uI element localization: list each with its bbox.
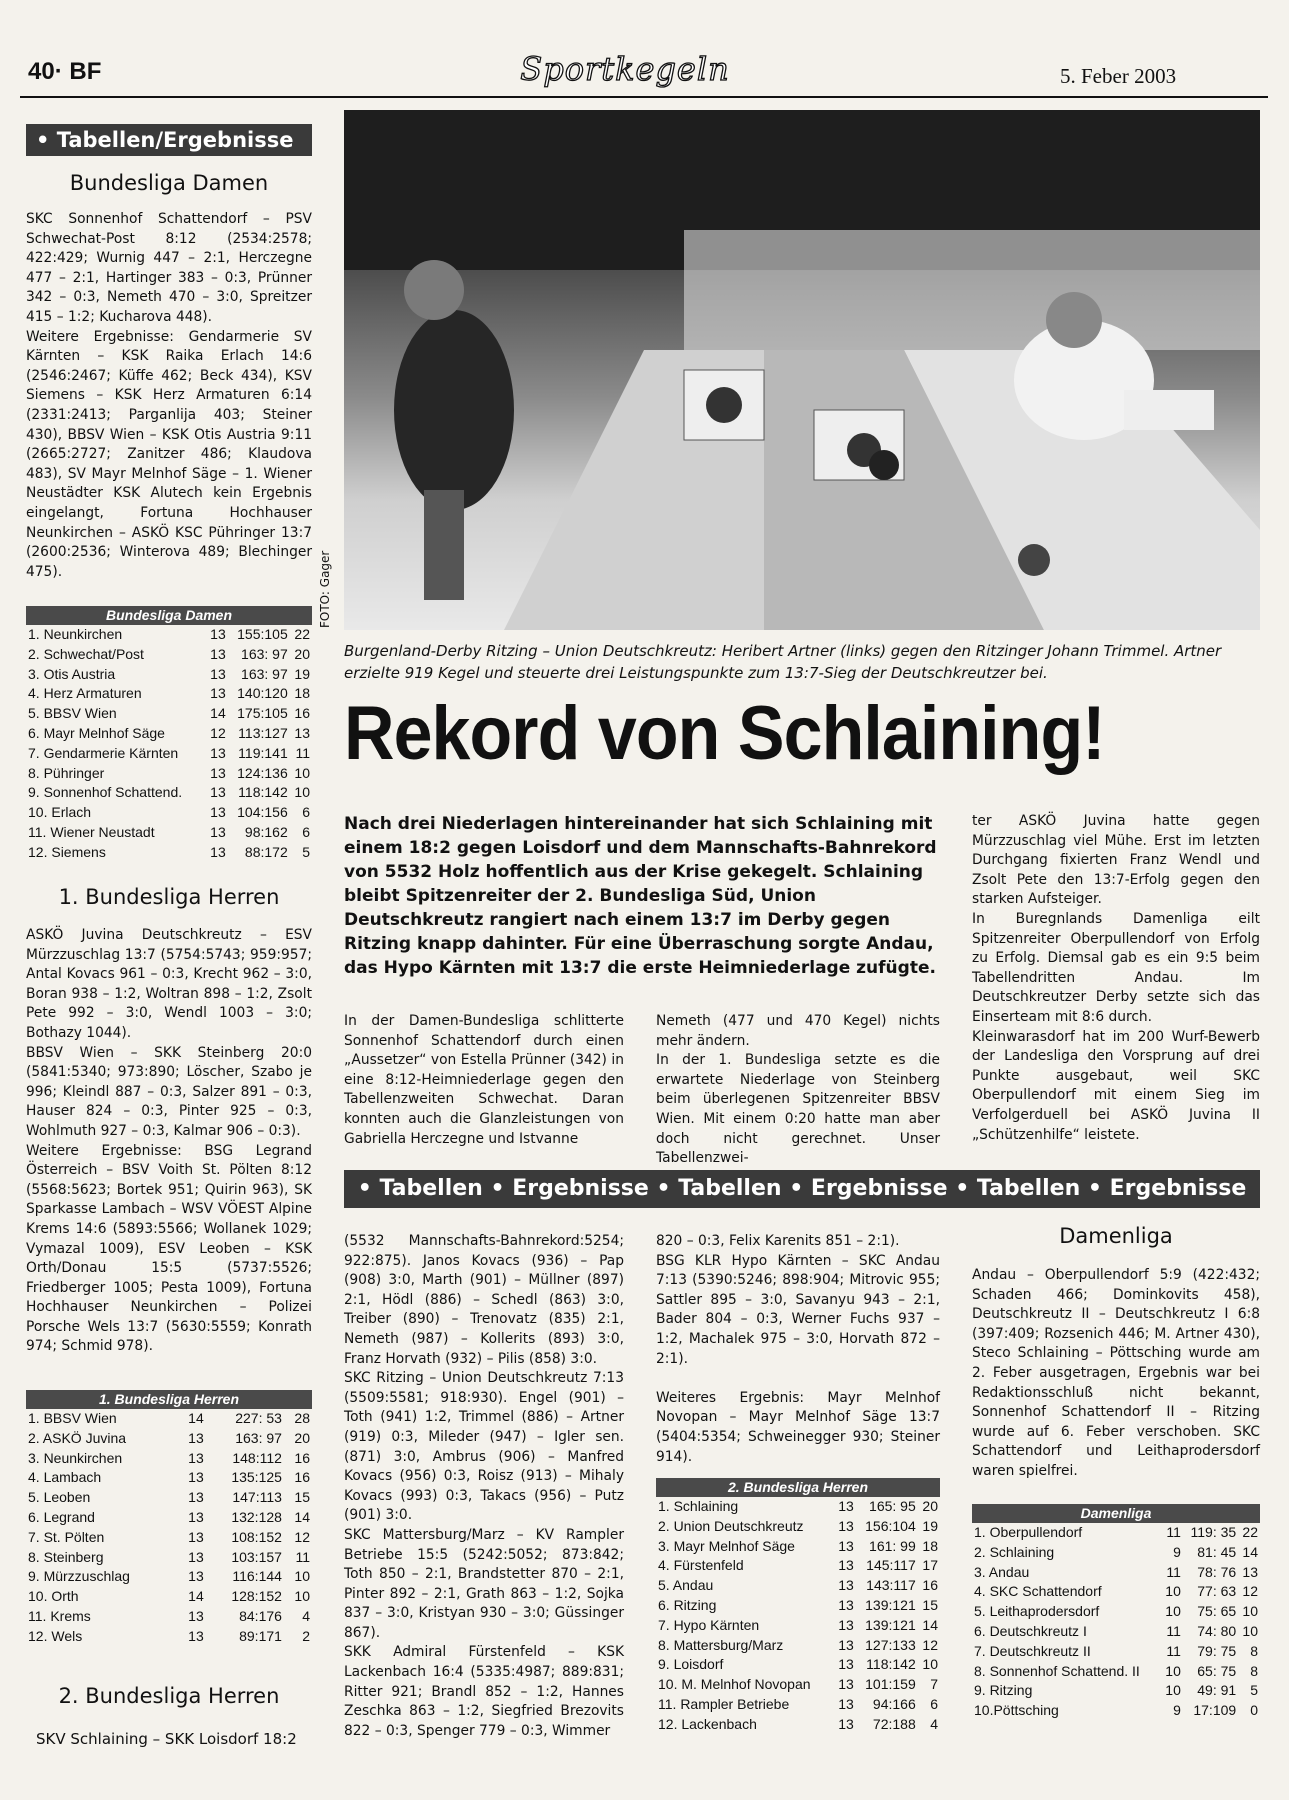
table-row [656, 1655, 940, 1675]
score-cell: 119:141 [238, 744, 288, 761]
games-cell: 11 [1166, 1622, 1181, 1639]
bottom-col2-results: 820 – 0:3, Felix Karenits 851 – 2:1). BSG KLR Hypo Kärnten – SKC Andau 7:13 (5390:5246; 898:904; Mitrovic 955; Sattler 895 – 3:0, Savanyu 943 – 2:1, Bader 804 – 0:3, Werner Fuchs 937 – 1:2, Machalek 975 – 3:0, Horvath 872 – 2:1). Weiteres Ergebnis: Mayr Melnhof Novopan – Mayr Melnhof Säge 13:7 (5404:5354; Schweinegger 930; Steiner 914). [656, 1233, 940, 1465]
games-cell: 12 [210, 724, 226, 741]
table-row [972, 1681, 1260, 1701]
points-cell: 10 [294, 1568, 310, 1585]
table-damenliga-title: Damenliga [972, 1504, 1260, 1523]
team-cell: 9. Mürzzuschlag [28, 1568, 130, 1585]
games-cell: 13 [210, 843, 226, 860]
team-cell: 7. Hypo Kärnten [658, 1616, 760, 1633]
table-damenliga [972, 1504, 1260, 1721]
games-cell: 9 [1173, 1702, 1181, 1719]
score-cell: 65: 75 [1197, 1662, 1237, 1679]
games-cell: 13 [838, 1517, 854, 1534]
score-cell: 147:113 [232, 1489, 282, 1506]
standings-table [656, 1497, 940, 1735]
team-cell: 5. BBSV Wien [28, 705, 117, 722]
table-row [26, 1528, 312, 1548]
points-cell: 22 [1242, 1524, 1258, 1540]
table-row [26, 1409, 312, 1429]
standings-table [972, 1523, 1260, 1721]
section-title: Sportkegeln [520, 50, 730, 88]
games-cell: 13 [838, 1715, 854, 1732]
points-cell: 16 [922, 1577, 938, 1594]
table-row [972, 1582, 1260, 1602]
points-cell: 10 [1242, 1603, 1258, 1620]
score-cell: 161: 99 [869, 1537, 916, 1554]
score-cell: 118:142 [238, 784, 288, 801]
points-cell: 14 [294, 1508, 310, 1525]
table-row [26, 625, 312, 645]
article-col1: In der Damen-Bundesliga schlitterte Sonnenhof Schattendorf durch einen „Aussetzer“ von Estella Prünner (342) in eine 8:12-Heimniederlage gegen den Tabellenzweiten Schwechat. Daran konnten auch die Glanzleistungen von Gabriella Herczegne und Istvanne [344, 1013, 624, 1147]
bottom-col1-results: (5532 Mannschafts-Bahnrekord:5254; 922:875). Janos Kovacs (936) – Pap (908) 3:0, Marth (901) – Müllner (897) 2:1, Hödl (886) – Schedl (863) 3:0, Treiber (890) – Trenovatz (835) 2:1, Nemeth (987) – Kollerits (893) 3:0, Franz Horvath (932) – Pilis (858) 3:0. SKC Ritzing – Union Deutschkreutz 7:13 (5509:5581; 918:930). Engel (901) – Toth (941) 1:2, Trimmel (886) – Artner (919) 0:3, Mileder (947) – Igler sen. (871) 3:0, Ambrus (906) – Manfred Kovacs (956) 0:3, Roisz (913) – Mihaly Kovacs (993) 0:3, Takacs (956) – Putz (901) 3:0. SKC Mattersburg/Marz – KV Rampler Betriebe 15:5 (5242:5052; 873:842; Toth 850 – 2:1, Brandstetter 870 – 2:1, Pinter 892 – 2:1, Grath 863 – 1:2, Sojka 837 – 3:0, Kristyan 930 – 3:0; Güssinger 867). SKK Admiral Fürstenfeld – KSK Lackenbach 16:4 (5335:4987; 889:831; Ritter 921; Brandl 852 – 1:2, Hannes Zeschka 863 – 1:2, Siegfried Brezovits 822 – 0:3, Spenger 779 – 0:3, Wimmer [344, 1233, 624, 1739]
score-cell: 81: 45 [1197, 1543, 1237, 1560]
table-row [26, 645, 312, 665]
score-cell: 143:117 [866, 1577, 916, 1594]
games-cell: 10 [1165, 1662, 1181, 1679]
table-row [656, 1497, 940, 1517]
points-cell: 11 [295, 1548, 310, 1565]
team-cell: 2. Union Deutschkreutz [658, 1517, 804, 1534]
score-cell: 72:188 [872, 1715, 916, 1732]
table-row [656, 1517, 940, 1537]
team-cell: 1. Oberpullendorf [974, 1524, 1083, 1540]
photo-credit-text: FOTO: Gager [318, 550, 332, 628]
games-cell: 13 [210, 665, 226, 682]
points-cell: 18 [294, 685, 310, 702]
score-cell: 128:152 [231, 1588, 282, 1605]
table-row [26, 1468, 312, 1488]
score-cell: 163: 97 [241, 645, 288, 662]
games-cell: 11 [1166, 1524, 1181, 1540]
team-cell: 8. Pühringer [28, 764, 105, 781]
table-row [972, 1622, 1260, 1642]
score-cell: 104:156 [237, 804, 288, 821]
score-cell: 101:159 [865, 1676, 916, 1693]
score-cell: 84:176 [239, 1607, 282, 1624]
points-cell: 13 [294, 724, 310, 741]
points-cell: 5 [1250, 1682, 1258, 1699]
team-cell: 1. BBSV Wien [28, 1410, 117, 1426]
table-row [26, 1508, 312, 1528]
points-cell: 17 [922, 1557, 938, 1574]
score-cell: 163: 97 [235, 1429, 282, 1446]
games-cell: 13 [838, 1537, 854, 1554]
table-row [26, 1607, 312, 1627]
games-cell: 13 [210, 784, 226, 801]
games-cell: 13 [188, 1429, 204, 1446]
team-cell: 10.Pöttsching [974, 1702, 1059, 1719]
score-cell: 119: 35 [1190, 1524, 1237, 1540]
table-row [26, 1488, 312, 1508]
team-cell: 6. Deutschkreutz I [974, 1622, 1087, 1639]
team-cell: 2. ASKÖ Juvina [28, 1429, 127, 1446]
score-cell: 139:121 [865, 1596, 916, 1613]
damen-results-text: SKC Sonnenhof Schattendorf – PSV Schwechat-Post 8:12 (2534:2578; 422:429; Wurnig 447 – 2:1, Herczegne 477 – 2:1, Hartinger 383 – 0:3, Prünner 342 – 0:3, Nemeth 470 – 3:0, Spreitzer 415 – 1:2; Kucharova 448). Weitere Ergebnisse: Gendarmerie SV Kärnten – KSK Raika Erlach 14:6 (2546:2467; Küffe 462; Beck 434), KSV Siemens – KSK Herz Armaturen 6:14 (2331:2413; Parganlija 403; Steiner 430), BBSV Wien – KSK Otis Austria 9:11 (2665:2727; Zanitzer 486; Klaudova 483), SV Mayr Melnhof Säge – 1. Wiener Neustädter KSK Alutech kein Ergebnis eingelangt, Fortuna Hochhauser Neunkirchen – ASKÖ KSC Pühringer 13:7 (2600:2536; Winterova 489; Blechinger 475). [26, 211, 312, 580]
points-cell: 16 [294, 1469, 310, 1486]
damenliga-results-text: Andau – Oberpullendorf 5:9 (422:432; Schaden 466; Dominkovits 458), Deutschkreutz II – Deutschkreutz I 6:8 (397:409; Rozsenich 446; M. Artner 430), Steco Schlaining – Pöttsching wurde am 2. Feber ausgetragen, Ergebnis war bei Redaktionsschluß nicht bekannt, Sonnenhof Schattendorf II – Ritzing wurde auf 6. Feber verschoben. SKC Schattendorf und Leithaprodersdorf waren spielfrei. [972, 1267, 1260, 1479]
page-number: 40· BF [28, 58, 102, 85]
table-row [26, 803, 312, 823]
score-cell: 145:117 [866, 1557, 916, 1574]
games-cell: 14 [188, 1410, 204, 1426]
table-row [26, 764, 312, 784]
score-cell: 78: 76 [1197, 1563, 1237, 1580]
points-cell: 7 [930, 1676, 938, 1693]
heading-damen: Bundesliga Damen [69, 171, 269, 195]
points-cell: 16 [294, 705, 310, 722]
points-cell: 20 [294, 645, 310, 662]
games-cell: 14 [188, 1588, 204, 1605]
table-row [26, 823, 312, 843]
score-cell: 79: 75 [1197, 1642, 1237, 1659]
games-cell: 13 [838, 1676, 854, 1693]
table-row [656, 1675, 940, 1695]
score-cell: 175:105 [237, 705, 288, 722]
bowling-photo [344, 110, 1260, 630]
points-cell: 4 [930, 1715, 938, 1732]
team-cell: 8. Mattersburg/Marz [658, 1636, 784, 1653]
points-cell: 12 [294, 1528, 310, 1545]
team-cell: 5. Leithaprodersdorf [974, 1603, 1100, 1620]
games-cell: 13 [838, 1616, 854, 1633]
table-row [26, 665, 312, 685]
score-cell: 127:133 [865, 1636, 916, 1653]
team-cell: 11. Wiener Neustadt [28, 823, 155, 840]
table-row [26, 1429, 312, 1449]
points-cell: 10 [922, 1656, 938, 1673]
points-cell: 15 [922, 1596, 938, 1613]
headline: Rekord von Schlaining! [344, 691, 1105, 776]
games-cell: 13 [188, 1568, 204, 1585]
table-row [972, 1701, 1260, 1721]
score-cell: 103:157 [231, 1548, 282, 1565]
score-cell: 124:136 [237, 764, 288, 781]
points-cell: 4 [302, 1607, 310, 1624]
team-cell: 12. Siemens [28, 843, 106, 860]
table-row [26, 744, 312, 764]
score-cell: 17:109 [1193, 1702, 1237, 1719]
table-row [656, 1715, 940, 1735]
points-cell: 20 [922, 1498, 938, 1514]
heading-damenliga: Damenliga [1059, 1224, 1173, 1248]
points-cell: 5 [302, 843, 310, 860]
points-cell: 15 [294, 1489, 310, 1506]
games-cell: 13 [210, 685, 226, 702]
points-cell: 14 [922, 1616, 938, 1633]
article-col2: Nemeth (477 und 470 Kegel) nichts mehr ändern. In der 1. Bundesliga setzte es die erwartete Niederlage von Steinberg beim überlegenen Spitzenreiter BBSV Wien. Mit einem 0:20 hatte man aber doch nicht gerechnet. Unser Tabellenzwei- [656, 1013, 940, 1167]
score-cell: 155:105 [237, 626, 288, 642]
score-cell: 74: 80 [1197, 1622, 1237, 1639]
score-cell: 148:112 [232, 1449, 282, 1466]
score-cell: 89:171 [239, 1627, 282, 1644]
table-row [656, 1596, 940, 1616]
score-cell: 132:128 [231, 1508, 282, 1525]
table-row [26, 1587, 312, 1607]
herren2-result-line: SKV Schlaining – SKK Loisdorf 18:2 [36, 1730, 297, 1748]
team-cell: 2. Schlaining [974, 1543, 1055, 1560]
points-cell: 12 [1242, 1583, 1258, 1600]
table-herren2 [656, 1478, 940, 1735]
team-cell: 12. Wels [28, 1627, 83, 1644]
table-row [972, 1642, 1260, 1662]
table-row [26, 724, 312, 744]
standings-table [26, 1409, 312, 1647]
team-cell: 3. Neunkirchen [28, 1449, 123, 1466]
points-cell: 19 [922, 1517, 938, 1534]
score-cell: 113:127 [238, 724, 288, 741]
points-cell: 10 [294, 784, 310, 801]
points-cell: 11 [295, 744, 310, 761]
points-cell: 12 [922, 1636, 938, 1653]
score-cell: 98:162 [244, 823, 288, 840]
score-cell: 140:120 [237, 685, 288, 702]
table-herren1 [26, 1390, 312, 1647]
points-cell: 6 [930, 1695, 938, 1712]
games-cell: 14 [210, 705, 226, 722]
points-cell: 6 [302, 823, 310, 840]
team-cell: 6. Mayr Melnhof Säge [28, 724, 165, 741]
games-cell: 13 [210, 764, 226, 781]
points-cell: 22 [294, 626, 310, 642]
table-herren1-title: 1. Bundesliga Herren [26, 1390, 312, 1409]
tables-banner: • Tabellen • Ergebnisse • Tabellen • Ergebnisse • Tabellen • Ergebnisse [344, 1170, 1260, 1208]
table-damen [26, 606, 312, 863]
table-row [972, 1563, 1260, 1583]
games-cell: 13 [188, 1548, 204, 1565]
score-cell: 139:121 [865, 1616, 916, 1633]
games-cell: 13 [838, 1636, 854, 1653]
heading-herren1: 1. Bundesliga Herren [58, 885, 280, 909]
standings-table [26, 625, 312, 863]
table-row [26, 684, 312, 704]
team-cell: 6. Ritzing [658, 1596, 717, 1613]
games-cell: 13 [188, 1508, 204, 1525]
team-cell: 4. Fürstenfeld [658, 1557, 744, 1574]
team-cell: 7. Gendarmerie Kärnten [28, 744, 179, 761]
games-cell: 13 [188, 1528, 204, 1545]
table-row [972, 1523, 1260, 1543]
points-cell: 19 [294, 665, 310, 682]
team-cell: 1. Neunkirchen [28, 626, 123, 642]
points-cell: 10 [1242, 1622, 1258, 1639]
article-col3: ter ASKÖ Juvina hatte gegen Mürzzuschlag viel Mühe. Erst im letzten Durchgang fixierten Franz Wendl und Zsolt Pete den 13:7-Erfolg gegen den starken Aufsteiger. In Buregnlands Damenliga eilt Spitzenreiter Oberpullendorf von Erfolg zu Erfolg. Diemsal gab es ein 9:5 beim Tabellendritten Andau. Im Deutschkreutzer Derby setzte sich das Einserteam mit 8:6 durch. Kleinwarasdorf hat im 200 Wurf-Bewerb der Landesliga den Vorsprung auf drei Punkte ausgebaut, weil SKC Oberpullendorf mit einem Sieg im Verfolgerduell bei ASKÖ Juvina II „Schützenhilfe“ leistete. [972, 813, 1260, 1143]
score-cell: 94:166 [872, 1695, 916, 1712]
games-cell: 10 [1165, 1583, 1181, 1600]
table-row [972, 1602, 1260, 1622]
games-cell: 13 [210, 823, 226, 840]
games-cell: 11 [1166, 1642, 1181, 1659]
games-cell: 9 [1173, 1543, 1181, 1560]
games-cell: 11 [1166, 1563, 1181, 1580]
team-cell: 9. Ritzing [974, 1682, 1033, 1699]
team-cell: 10. M. Melnhof Novopan [658, 1676, 811, 1693]
photo-caption: Burgenland-Derby Ritzing – Union Deutschkreutz: Heribert Artner (links) gegen den Ritzinger Johann Trimmel. Artner erzielte 919 Kegel und steuerte drei Leistungspunkte zum 13:7-Sieg der Deutschkreutzer bei. [344, 642, 1222, 682]
score-cell: 77: 63 [1197, 1583, 1237, 1600]
games-cell: 13 [838, 1498, 854, 1514]
herren1-results-text: ASKÖ Juvina Deutschkreutz – ESV Mürzzuschlag 13:7 (5754:5743; 959:957; Antal Kovacs 961 – 0:3, Krecht 962 – 3:0, Boran 938 – 1:2, Woltran 898 – 1:2, Zsolt Pete 992 – 3:0, Wendl 1003 – 3:0; Bothazy 1044). BBSV Wien – SKK Steinberg 20:0 (5841:5340; 973:890; Löscher, Szabo je 996; Kleindl 887 – 0:3, Salzer 891 – 0:3, Hauser 824 – 0:3, Pinter 925 – 0:3, Wohlmuth 927 – 0:3, Kalmar 906 – 0:3). Weitere Ergebnisse: BSG Legrand Österreich – BSV Voith St. Pölten 8:12 (5568:5623; Bortek 951; Quirin 963), SK Sparkasse Lambach – WSV VÖEST Alpine Krems 14:6 (5893:5566; Wollanek 1029; Vymazal 1009), ESV Leoben – KSK Orth/Donau 15:5 (5737:5526; Friedberger 1005; Pesta 1009), Fortuna Hochhauser Neunkirchen – Polizei Porsche Wels 13:7 (5630:5559; Konrath 974; Schmid 978). [26, 927, 312, 1355]
team-cell: 7. Deutschkreutz II [974, 1642, 1091, 1659]
points-cell: 18 [922, 1537, 938, 1554]
table-row [656, 1695, 940, 1715]
points-cell: 14 [1242, 1543, 1258, 1560]
heading-herren2: 2. Bundesliga Herren [58, 1684, 280, 1708]
table-row [26, 1449, 312, 1469]
games-cell: 13 [838, 1577, 854, 1594]
games-cell: 13 [210, 804, 226, 821]
points-cell: 28 [294, 1410, 310, 1426]
team-cell: 4. Herz Armaturen [28, 685, 142, 702]
team-cell: 5. Leoben [28, 1489, 91, 1506]
team-cell: 3. Otis Austria [28, 665, 116, 682]
team-cell: 9. Sonnenhof Schattend. [28, 784, 183, 801]
score-cell: 165: 95 [869, 1498, 916, 1514]
team-cell: 4. Lambach [28, 1469, 102, 1486]
games-cell: 13 [188, 1627, 204, 1644]
points-cell: 8 [1250, 1662, 1258, 1679]
score-cell: 88:172 [244, 843, 288, 860]
points-cell: 13 [1242, 1563, 1258, 1580]
table-row [972, 1662, 1260, 1682]
games-cell: 10 [1165, 1682, 1181, 1699]
team-cell: 2. Schwechat/Post [28, 645, 144, 662]
score-cell: 227: 53 [235, 1410, 282, 1426]
table-row [656, 1537, 940, 1557]
table-row [656, 1576, 940, 1596]
team-cell: 8. Steinberg [28, 1548, 104, 1565]
team-cell: 10. Orth [28, 1588, 79, 1605]
games-cell: 13 [210, 744, 226, 761]
score-cell: 116:144 [232, 1568, 282, 1585]
points-cell: 2 [302, 1627, 310, 1644]
bowling-scene [344, 110, 1260, 630]
score-cell: 118:142 [866, 1656, 916, 1673]
games-cell: 13 [210, 626, 226, 642]
points-cell: 10 [294, 1588, 310, 1605]
games-cell: 13 [838, 1557, 854, 1574]
team-cell: 11. Rampler Betriebe [658, 1695, 790, 1712]
table-row [26, 1627, 312, 1647]
header-rule [20, 96, 1268, 98]
games-cell: 13 [188, 1449, 204, 1466]
games-cell: 10 [1165, 1603, 1181, 1620]
score-cell: 135:125 [231, 1469, 282, 1486]
team-cell: 7. St. Pölten [28, 1528, 105, 1545]
games-cell: 13 [838, 1596, 854, 1613]
team-cell: 3. Mayr Melnhof Säge [658, 1537, 795, 1554]
team-cell: 3. Andau [974, 1563, 1030, 1580]
score-cell: 75: 65 [1197, 1603, 1237, 1620]
score-cell: 163: 97 [241, 665, 288, 682]
table-row [26, 1567, 312, 1587]
team-cell: 4. SKC Schattendorf [974, 1583, 1102, 1600]
table-row [26, 1548, 312, 1568]
games-cell: 13 [188, 1607, 204, 1624]
table-herren2-title: 2. Bundesliga Herren [656, 1478, 940, 1497]
score-cell: 49: 91 [1197, 1682, 1237, 1699]
results-bar: • Tabellen/Ergebnisse [26, 124, 312, 156]
table-row [26, 783, 312, 803]
team-cell: 6. Legrand [28, 1508, 95, 1525]
article-lead: Nach drei Niederlagen hintereinander hat sich Schlaining mit einem 18:2 gegen Loisdorf und dem Mannschafts-Bahnrekord von 5532 Holz hoffentlich aus der Krise gekegelt. Schlaining bleibt Spitzenreiter der 2. Bundesliga Süd, Union Deutschkreutz rangiert nach einem 13:7 im Derby gegen Ritzing knapp dahinter. Für eine Überraschung sorgte Andau, das Hypo Kärnten mit 13:7 die erste Heimniederlage zufügte. [344, 814, 937, 978]
points-cell: 16 [294, 1449, 310, 1466]
team-cell: 9. Loisdorf [658, 1656, 724, 1673]
photo-credit [316, 500, 338, 630]
games-cell: 13 [838, 1695, 854, 1712]
points-cell: 8 [1250, 1642, 1258, 1659]
table-row [972, 1543, 1260, 1563]
score-cell: 156:104 [865, 1517, 916, 1534]
issue-date: 5. Feber 2003 [1060, 64, 1177, 88]
table-row [26, 843, 312, 863]
points-cell: 6 [302, 804, 310, 821]
points-cell: 10 [294, 764, 310, 781]
games-cell: 13 [838, 1656, 854, 1673]
games-cell: 13 [188, 1469, 204, 1486]
points-cell: 20 [294, 1429, 310, 1446]
team-cell: 12. Lackenbach [658, 1715, 757, 1732]
games-cell: 13 [188, 1489, 204, 1506]
table-row [656, 1636, 940, 1656]
team-cell: 11. Krems [28, 1607, 91, 1624]
games-cell: 13 [210, 645, 226, 662]
points-cell: 0 [1250, 1702, 1258, 1719]
team-cell: 1. Schlaining [658, 1498, 739, 1514]
team-cell: 10. Erlach [28, 804, 92, 821]
team-cell: 5. Andau [658, 1577, 714, 1594]
table-damen-title: Bundesliga Damen [26, 606, 312, 625]
table-row [656, 1556, 940, 1576]
team-cell: 8. Sonnenhof Schattend. II [974, 1662, 1140, 1679]
score-cell: 108:152 [231, 1528, 282, 1545]
table-row [26, 704, 312, 724]
table-row [656, 1616, 940, 1636]
